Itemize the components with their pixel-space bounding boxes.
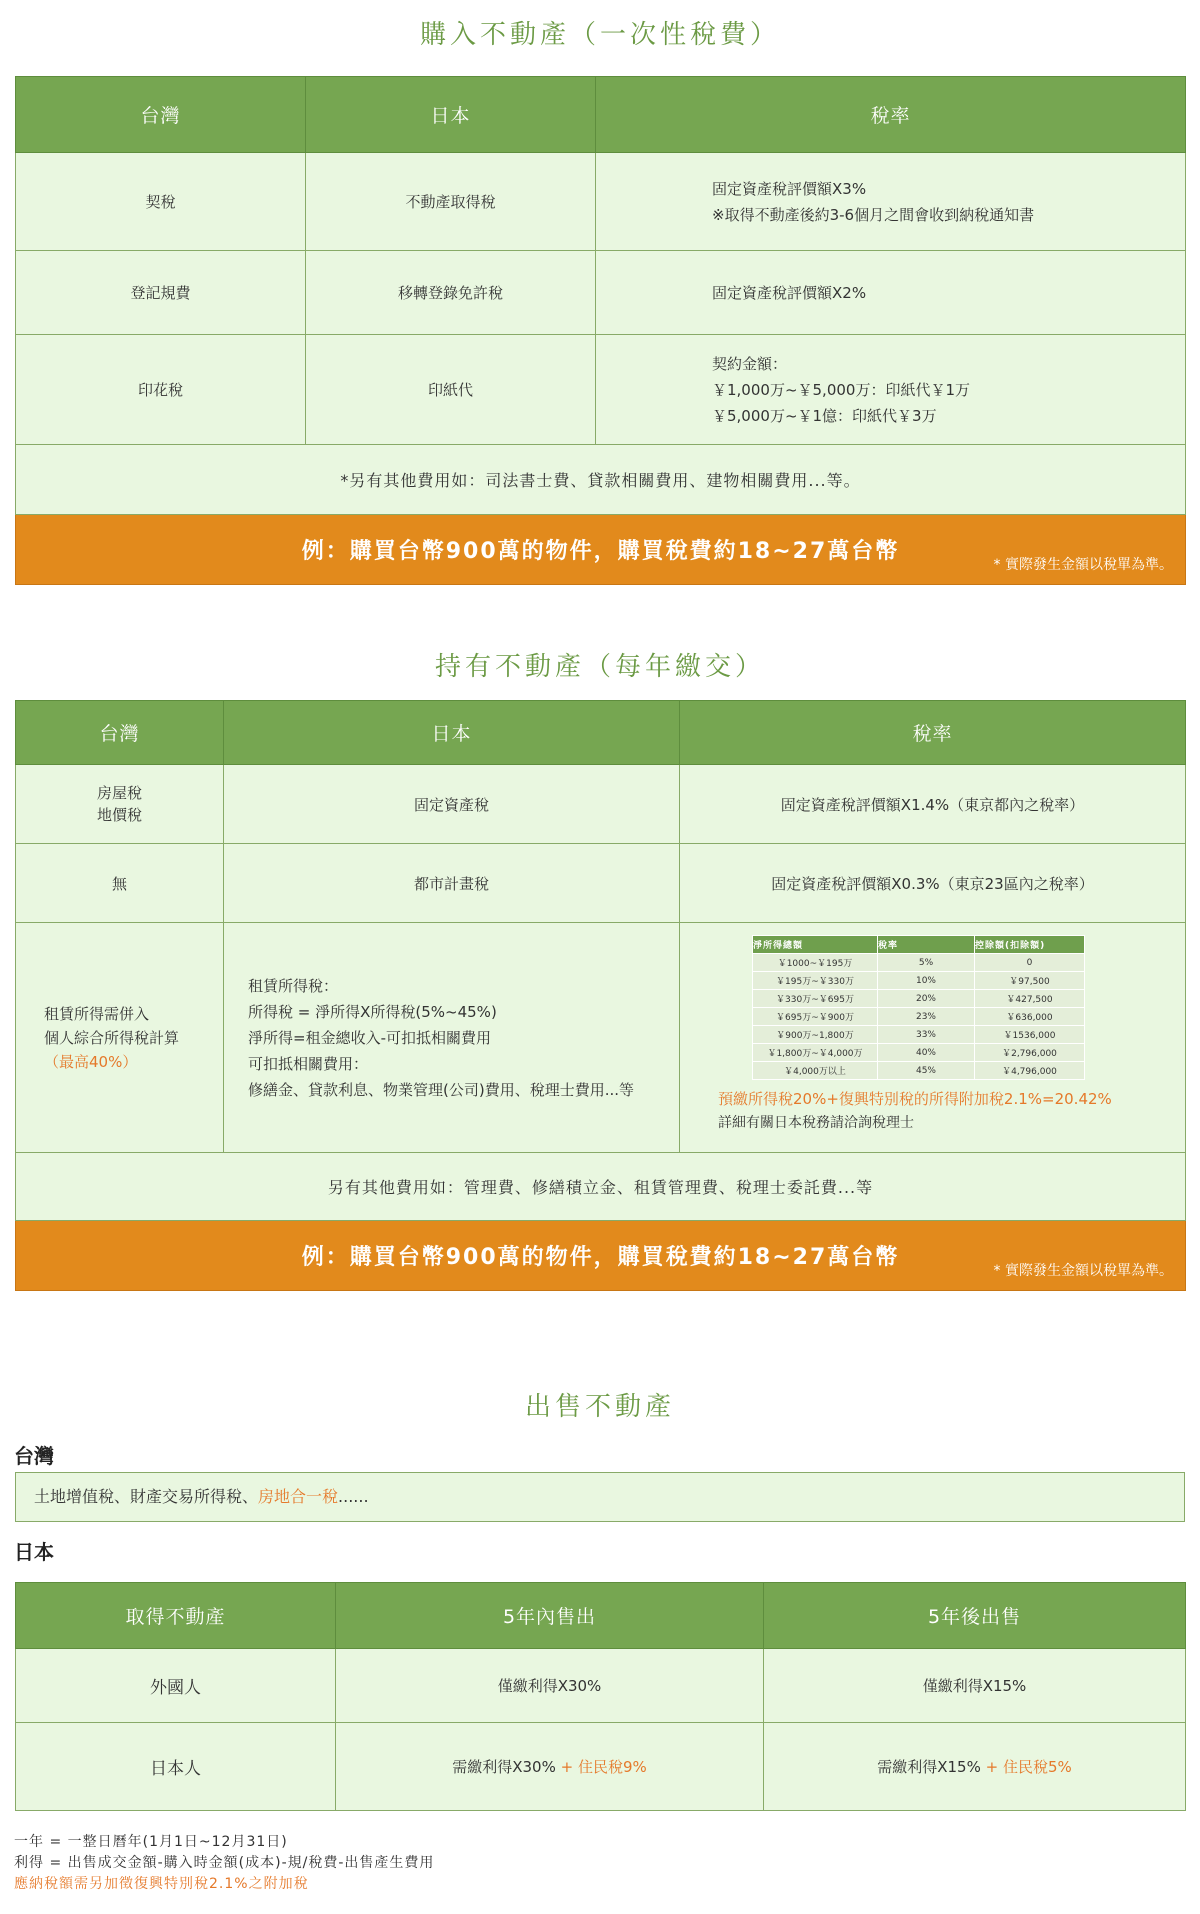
holding-row1-japan: 固定資產稅 bbox=[224, 765, 680, 844]
bracket-row bbox=[753, 954, 1085, 972]
purchase-row3-taiwan: 印花稅 bbox=[16, 335, 306, 445]
bracket-deduction: ￥636,000 bbox=[975, 1008, 1085, 1026]
bracket-row bbox=[753, 1008, 1085, 1026]
selling-taiwan-text: 土地增值稅、財產交易所得稅、 bbox=[34, 1487, 259, 1506]
holding-example-note: * 實際發生金額以稅單為準。 bbox=[993, 1263, 1173, 1279]
holding-header-taiwan: 台灣 bbox=[16, 701, 224, 765]
bracket-body bbox=[753, 954, 1085, 1080]
selling-row1-after5 bbox=[764, 1649, 1186, 1723]
selling-taiwan-highlight: 房地合一稅 bbox=[258, 1487, 339, 1506]
bracket-rate: 20% bbox=[878, 990, 975, 1008]
purchase-header-japan: 日本 bbox=[306, 77, 596, 153]
selling-header-within5: 5年內售出 bbox=[336, 1583, 764, 1649]
bracket-row bbox=[753, 1026, 1085, 1044]
holding-row3-japan-line5: 修繕金、貸款利息、物業管理(公司)費用、稅理士費用...等 bbox=[248, 1080, 635, 1099]
holding-withholding-note: 預繳所得稅20%+復興特別稅的所得附加稅2.1%=20.42% bbox=[718, 1090, 1112, 1108]
footnote-surtax: 應納稅額需另加徵復興特別稅2.1%之附加稅 bbox=[14, 1876, 309, 1892]
holding-consult-note: 詳細有關日本稅務請洽詢稅理士 bbox=[718, 1115, 914, 1131]
bracket-rate: 23% bbox=[878, 1008, 975, 1026]
holding-row1-taiwan-line2: 地價稅 bbox=[96, 806, 142, 824]
bracket-income: ￥195万~￥330万 bbox=[753, 972, 878, 990]
selling-row2-after5-extra: + 住民稅5% bbox=[980, 1758, 1072, 1776]
purchase-row1-japan: 不動產取得稅 bbox=[306, 153, 596, 251]
bracket-rate: 40% bbox=[878, 1044, 975, 1062]
bracket-row bbox=[753, 1062, 1085, 1080]
holding-row3-japan-line2: 所得稅 = 淨所得X所得稅(5%~45%) bbox=[248, 1002, 497, 1021]
purchase-row2-japan: 移轉登錄免許稅 bbox=[306, 251, 596, 335]
holding-example-text: 例：購買台幣900萬的物件，購買稅費約18~27萬台幣 bbox=[301, 1245, 900, 1270]
holding-row3-japan-line4: 可扣抵相關費用： bbox=[248, 1054, 369, 1073]
holding-row1-taiwan bbox=[16, 765, 224, 844]
bracket-income: ￥330万~￥695万 bbox=[753, 990, 878, 1008]
holding-row3-taiwan-line2: 個人綜合所得稅計算 bbox=[44, 1028, 180, 1047]
bracket-deduction: 0 bbox=[975, 954, 1085, 972]
selling-taiwan-tail: ...... bbox=[338, 1487, 369, 1506]
holding-row3-japan-line3: 淨所得=租金總收入-可扣抵相關費用 bbox=[248, 1028, 491, 1047]
bracket-income: ￥4,000万以上 bbox=[753, 1062, 878, 1080]
bracket-rate: 45% bbox=[878, 1062, 975, 1080]
bracket-row bbox=[753, 990, 1085, 1008]
holding-row1-taiwan-line1: 房屋稅 bbox=[96, 784, 142, 802]
purchase-example-banner bbox=[16, 515, 1186, 585]
holding-row3-taiwan-max: （最高40%） bbox=[44, 1052, 138, 1071]
bracket-header-income: 淨所得總額 bbox=[753, 936, 878, 954]
selling-row2-after5-base: 需繳利得X15% bbox=[877, 1758, 981, 1776]
holding-row2-taiwan: 無 bbox=[16, 844, 224, 923]
bracket-row bbox=[753, 1044, 1085, 1062]
holding-note: 另有其他費用如：管理費、修繕積立金、租賃管理費、稅理士委託費...等 bbox=[16, 1153, 1186, 1221]
purchase-row3-rate-line1: 契約金額： bbox=[712, 354, 788, 373]
bracket-deduction: ￥4,796,000 bbox=[975, 1062, 1085, 1080]
bracket-income: ￥1,800万~￥4,000万 bbox=[753, 1044, 878, 1062]
purchase-row3-rate bbox=[596, 335, 1186, 445]
selling-row2-within5-extra: + 住民稅9% bbox=[555, 1758, 647, 1776]
purchase-table bbox=[15, 76, 1186, 585]
bracket-rate: 10% bbox=[878, 972, 975, 990]
selling-row2-within5-base: 需繳利得X30% bbox=[452, 1758, 556, 1776]
holding-row2-japan: 都市計畫稅 bbox=[224, 844, 680, 923]
selling-header-acquire: 取得不動產 bbox=[16, 1583, 336, 1649]
holding-row3-taiwan bbox=[16, 923, 224, 1153]
selling-taiwan-box bbox=[15, 1472, 1185, 1522]
purchase-note: *另有其他費用如：司法書士費、貸款相關費用、建物相關費用...等。 bbox=[16, 445, 1186, 515]
selling-row1-within5-base: 僅繳利得X30% bbox=[497, 1677, 602, 1695]
holding-row2-rate: 固定資產稅評價額X0.3%（東京23區內之稅率） bbox=[680, 844, 1186, 923]
purchase-row2-taiwan: 登記規費 bbox=[16, 251, 306, 335]
holding-row3-japan bbox=[224, 923, 680, 1153]
bracket-row bbox=[753, 972, 1085, 990]
purchase-example-text: 例：購買台幣900萬的物件，購買稅費約18~27萬台幣 bbox=[301, 539, 900, 564]
selling-row1-after5-base: 僅繳利得X15% bbox=[922, 1677, 1027, 1695]
bracket-header-rate: 稅率 bbox=[878, 936, 975, 954]
holding-example-banner bbox=[16, 1221, 1186, 1291]
purchase-header-taiwan: 台灣 bbox=[16, 77, 306, 153]
bracket-header-deduction: 控除額(扣除額) bbox=[975, 936, 1085, 954]
purchase-header-rate: 稅率 bbox=[596, 77, 1186, 153]
holding-header-rate: 稅率 bbox=[680, 701, 1186, 765]
holding-header-japan: 日本 bbox=[224, 701, 680, 765]
holding-row3-rate bbox=[680, 923, 1186, 1153]
bracket-deduction: ￥97,500 bbox=[975, 972, 1085, 990]
selling-row1-within5 bbox=[336, 1649, 764, 1723]
purchase-example-note: * 實際發生金額以稅單為準。 bbox=[993, 557, 1173, 573]
purchase-row1-rate bbox=[596, 153, 1186, 251]
selling-taiwan-label: 台灣 bbox=[14, 1444, 54, 1468]
selling-table bbox=[15, 1582, 1186, 1811]
bracket-income: ￥695万~￥900万 bbox=[753, 1008, 878, 1026]
purchase-row2-rate bbox=[596, 251, 1186, 335]
bracket-deduction: ￥1536,000 bbox=[975, 1026, 1085, 1044]
bracket-income: ￥900万~1,800万 bbox=[753, 1026, 878, 1044]
selling-row2-who: 日本人 bbox=[16, 1723, 336, 1811]
holding-row1-rate: 固定資產稅評價額X1.4%（東京都內之稅率） bbox=[680, 765, 1186, 844]
selling-row2-within5 bbox=[336, 1723, 764, 1811]
purchase-row3-rate-line2: ￥1,000万~￥5,000万：印紙代￥1万 bbox=[712, 380, 970, 399]
purchase-row1-rate-line2: ※取得不動產後約3-6個月之間會收到納稅通知書 bbox=[712, 205, 1035, 224]
selling-title: 出售不動產 bbox=[524, 1392, 675, 1422]
holding-row3-taiwan-line1: 租賃所得需併入 bbox=[44, 1004, 150, 1023]
bracket-rate: 33% bbox=[878, 1026, 975, 1044]
purchase-row3-japan: 印紙代 bbox=[306, 335, 596, 445]
purchase-row2-rate-line1: 固定資產稅評價額X2% bbox=[712, 283, 867, 302]
footnote-year: 一年 = 一整日曆年(1月1日~12月31日) bbox=[14, 1834, 288, 1850]
bracket-deduction: ￥2,796,000 bbox=[975, 1044, 1085, 1062]
selling-row2-after5 bbox=[764, 1723, 1186, 1811]
purchase-row3-rate-line3: ￥5,000万~￥1億：印紙代￥3万 bbox=[712, 406, 937, 425]
purchase-title: 購入不動產（一次性稅費） bbox=[419, 20, 780, 50]
purchase-row1-rate-line1: 固定資產稅評價額X3% bbox=[712, 179, 867, 198]
bracket-rate: 5% bbox=[878, 954, 975, 972]
bracket-income: ￥1000~￥195万 bbox=[753, 954, 878, 972]
holding-row3-japan-line1: 租賃所得稅： bbox=[248, 976, 339, 995]
purchase-row1-taiwan: 契稅 bbox=[16, 153, 306, 251]
holding-table bbox=[15, 700, 1186, 1291]
footnote-profit: 利得 = 出售成交金額-購入時金額(成本)-規/稅費-出售產生費用 bbox=[14, 1855, 435, 1871]
selling-japan-label: 日本 bbox=[14, 1540, 54, 1564]
selling-header-after5: 5年後出售 bbox=[764, 1583, 1186, 1649]
selling-row1-who: 外國人 bbox=[16, 1649, 336, 1723]
income-bracket-table bbox=[752, 935, 1085, 1080]
selling-footnotes bbox=[14, 1832, 434, 1895]
bracket-deduction: ￥427,500 bbox=[975, 990, 1085, 1008]
holding-title: 持有不動產（每年繳交） bbox=[434, 652, 765, 682]
